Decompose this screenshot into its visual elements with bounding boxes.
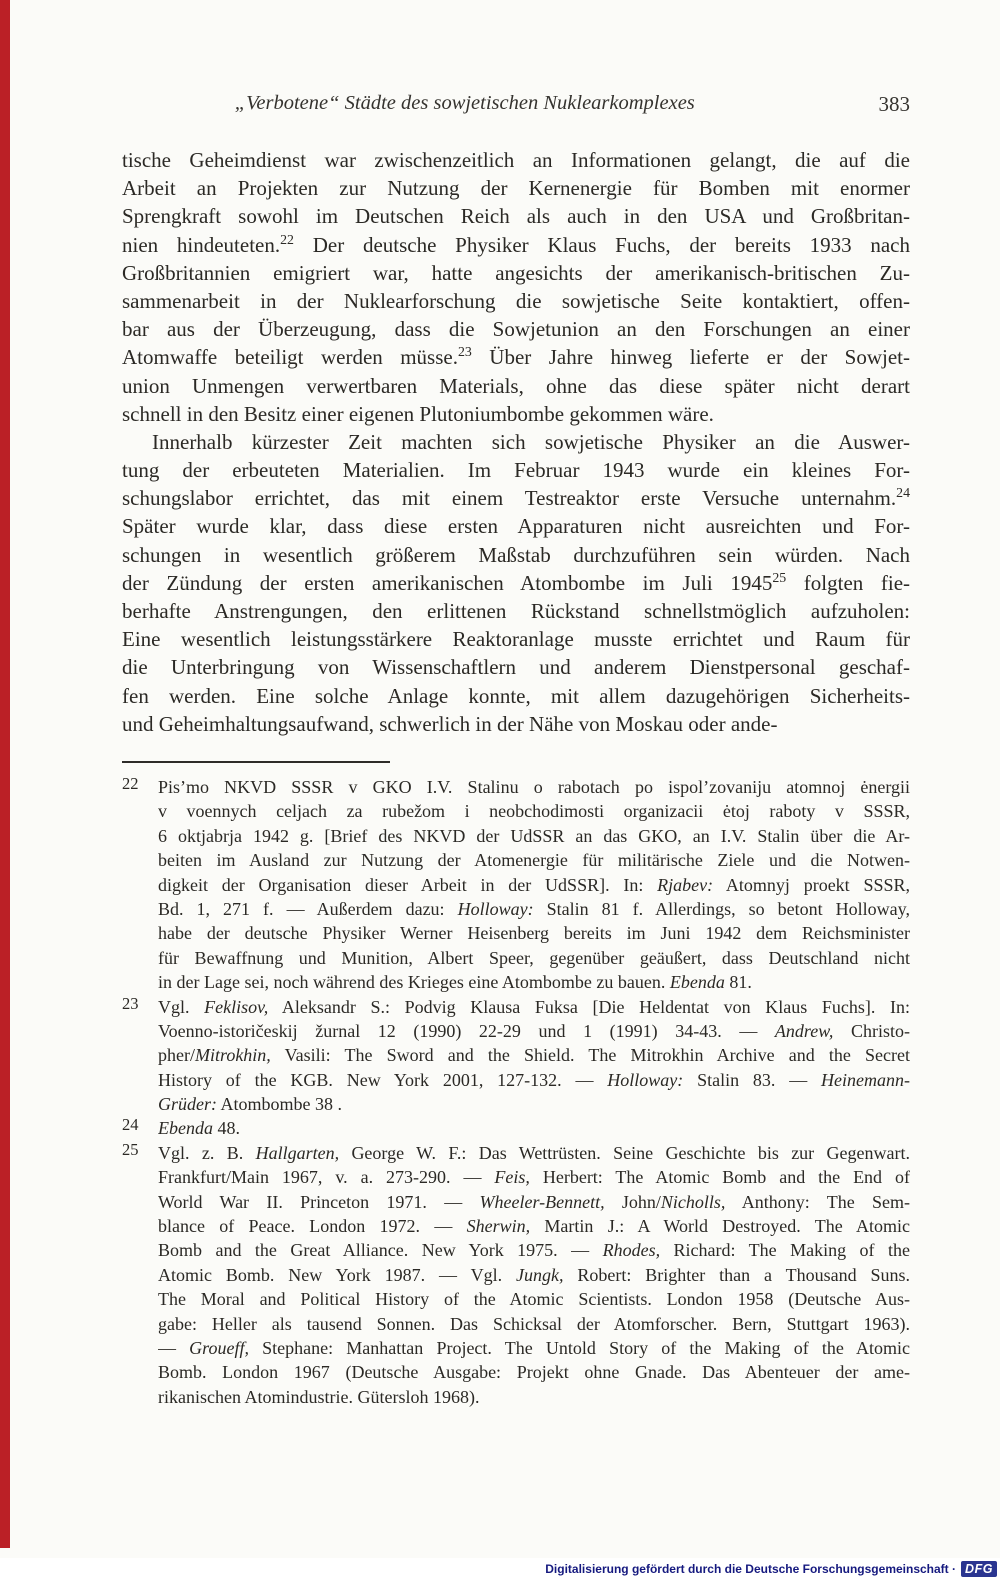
body-line: union Unmengen verwertbaren Materials, ohne das diese später nicht derart	[122, 373, 910, 398]
body-line: bar aus der Überzeugung, dass die Sowjetunion an den Forschungen an einer	[122, 317, 910, 342]
footnote-line: Voenno-istoričeskij žurnal 12 (1990) 22-29 und 1 (1991) 34-43. — Andrew, Christo-	[158, 1020, 910, 1041]
body-line: tische Geheimdienst war zwischenzeitlich an Informationen gelangt, die auf die	[122, 148, 910, 172]
digitization-footer	[0, 1558, 1000, 1579]
footnote-line: Grüder: Atombombe 38 .	[158, 1094, 342, 1115]
footnote-line: digkeit der Organisation dieser Arbeit in der UdSSR]. In: Rjabev: Atomnyj proekt SSSR,	[158, 874, 910, 895]
body-line: Innerhalb kürzester Zeit machten sich sowjetische Physiker an die Auswer-	[152, 429, 910, 454]
footnote-line: Vgl. z. B. Hallgarten, George W. F.: Das Wettrüsten. Seine Geschichte bis zur Gegenwart.	[158, 1142, 910, 1163]
footnote-line: für Bewaffnung und Munition, Albert Speer, gegenüber geäußert, dass Deutschland nicht	[158, 947, 910, 968]
body-line: und Geheimhaltungsaufwand, schwerlich in der Nähe von Moskau oder ande-	[122, 711, 778, 736]
footnote-line: Bomb and the Great Alliance. New York 1975. — Rhodes, Richard: The Making of the	[158, 1240, 910, 1261]
body-line: tung der erbeuteten Materialien. Im Februar 1943 wurde ein kleines For-	[122, 458, 910, 483]
running-title: „Verbotene“ Städte des sowjetischen Nuklearkomplexes	[234, 92, 695, 114]
body-line: die Unterbringung von Wissenschaftlern und anderem Dienstpersonal geschaf-	[122, 655, 910, 680]
footnote-line: History of the KGB. New York 2001, 127-132. — Holloway: Stalin 83. — Heinemann-	[158, 1069, 910, 1090]
footnote-number: 24	[122, 1115, 139, 1135]
page-header	[122, 92, 910, 118]
footnote-line: Bd. 1, 271 f. — Außerdem dazu: Holloway: Stalin 81 f. Allerdings, so betont Holloway,	[158, 898, 910, 919]
footnote-line: Frankfurt/Main 1967, v. a. 273-290. — Feis, Herbert: The Atomic Bomb and the End of	[158, 1167, 910, 1188]
footnote-line: Vgl. Feklisov, Aleksandr S.: Podvig Klausa Fuksa [Die Heldentat von Klaus Fuchs]. In:	[158, 996, 910, 1017]
footnote-number: 23	[122, 993, 139, 1013]
body-line: berhafte Anstrengungen, den erlittenen Rückstand schnellstmöglich aufzuholen:	[122, 599, 910, 623]
footnote-24	[122, 1116, 910, 1140]
body-line: schungslabor errichtet, das mit einem Testreaktor erste Versuche unternahm.$^{24}$	[122, 485, 910, 511]
paragraph	[122, 146, 910, 428]
footnote-line: The Moral and Political History of the Atomic Scientists. London 1958 (Deutsche Aus-	[158, 1289, 910, 1310]
body-line: fen werden. Eine solche Anlage konnte, mit allem dazugehörigen Sicherheits-	[122, 683, 910, 708]
body-line: Arbeit an Projekten zur Nutzung der Kernenergie für Bomben mit enormer	[122, 176, 910, 201]
footnote-line: Bomb. London 1967 (Deutsche Ausgabe: Projekt ohne Gnade. Das Abenteuer der ame-	[158, 1362, 910, 1383]
digitization-credit-text: Digitalisierung gefördert durch die Deutsche Forschungsgemeinschaft ·	[545, 1561, 956, 1576]
footnote-line: in der Lage sei, noch während des Krieges eine Atombombe zu bauen. Ebenda 81.	[158, 972, 752, 993]
paragraph	[122, 428, 910, 738]
scan-edge-red-strip	[0, 0, 10, 1548]
footnote-22	[122, 775, 910, 995]
footnote-line: habe der deutsche Physiker Werner Heisenberg bereits im Juni 1942 dem Reichsminister	[158, 923, 910, 944]
footnote-line: rikanischen Atomindustrie. Gütersloh 1968).	[158, 1386, 480, 1407]
body-line: Sprengkraft sowohl im Deutschen Reich als auch in den USA und Großbritan-	[122, 204, 910, 229]
footnote-line: gabe: Heller als tausend Sonnen. Das Schicksal der Atomforscher. Bern, Stuttgart 1963).	[158, 1313, 910, 1334]
footnote-25	[122, 1141, 910, 1409]
body-line: sammenarbeit in der Nuklearforschung die sowjetische Seite kontaktiert, offen-	[122, 288, 910, 313]
body-line: der Zündung der ersten amerikanischen Atombombe im Juli 1945$^{25}$ folgten fie-	[122, 569, 910, 595]
dfg-logo: DFG	[961, 1561, 997, 1577]
footnote-line: Ebenda 48.	[158, 1118, 240, 1139]
body-line: Atomwaffe beteiligt werden müsse.$^{23}$ Über Jahre hinweg lieferte er der Sowjet-	[122, 344, 910, 370]
footnote-number: 22	[122, 774, 139, 793]
footnote-line: v voennych celjach za rubežom i neobchodimosti organizacii ėtoj raboty v SSSR,	[158, 801, 910, 822]
footnote-line: Atomic Bomb. New York 1987. — Vgl. Jungk, Robert: Brighter than a Thousand Suns.	[158, 1264, 910, 1285]
page-number: 383	[878, 92, 910, 116]
body-line: schungen in wesentlich größerem Maßstab durchzuführen sein würden. Nach	[122, 542, 910, 567]
footnote-line: World War II. Princeton 1971. — Wheeler-Bennett, John/Nicholls, Anthony: The Sem-	[158, 1191, 910, 1212]
body-line: schnell in den Besitz einer eigenen Plutoniumbombe gekommen wäre.	[122, 401, 714, 426]
footnote-line: — Groueff, Stephane: Manhattan Project. The Untold Story of the Making of the Atomic	[158, 1337, 910, 1358]
body-text	[122, 146, 910, 738]
body-line: nien hindeuteten.$^{22}$ Der deutsche Physiker Klaus Fuchs, der bereits 1933 nach	[122, 231, 910, 257]
footnote-line: 6 oktjabrja 1942 g. [Brief des NKVD der UdSSR an das GKO, an I.V. Stalin über die Ar-	[158, 825, 910, 846]
body-line: Später wurde klar, dass diese ersten Apparaturen nicht ausreichten und For-	[122, 514, 910, 539]
footnote-line: pher/Mitrokhin, Vasili: The Sword and the Shield. The Mitrokhin Archive and the Secret	[158, 1045, 910, 1066]
footnote-number: 25	[122, 1139, 139, 1159]
footnote-line: Pis’mo NKVD SSSR v GKO I.V. Stalinu o rabotach po ispol’zovaniju atomnoj ėnergii	[158, 777, 910, 797]
footnotes	[122, 775, 910, 1409]
footnote-line: beiten im Ausland zur Nutzung der Atomenergie für militärische Ziele und die Notwen-	[158, 850, 910, 871]
footnote-23	[122, 995, 910, 1117]
body-line: Großbritannien emigriert war, hatte angesichts der amerikanisch-britischen Zu-	[122, 260, 910, 285]
footnote-line: blance of Peace. London 1972. — Sherwin, Martin J.: A World Destroyed. The Atomic	[158, 1216, 910, 1237]
body-line: Eine wesentlich leistungsstärkere Reaktoranlage musste errichtet und Raum für	[122, 627, 910, 652]
footnote-separator	[122, 761, 390, 763]
